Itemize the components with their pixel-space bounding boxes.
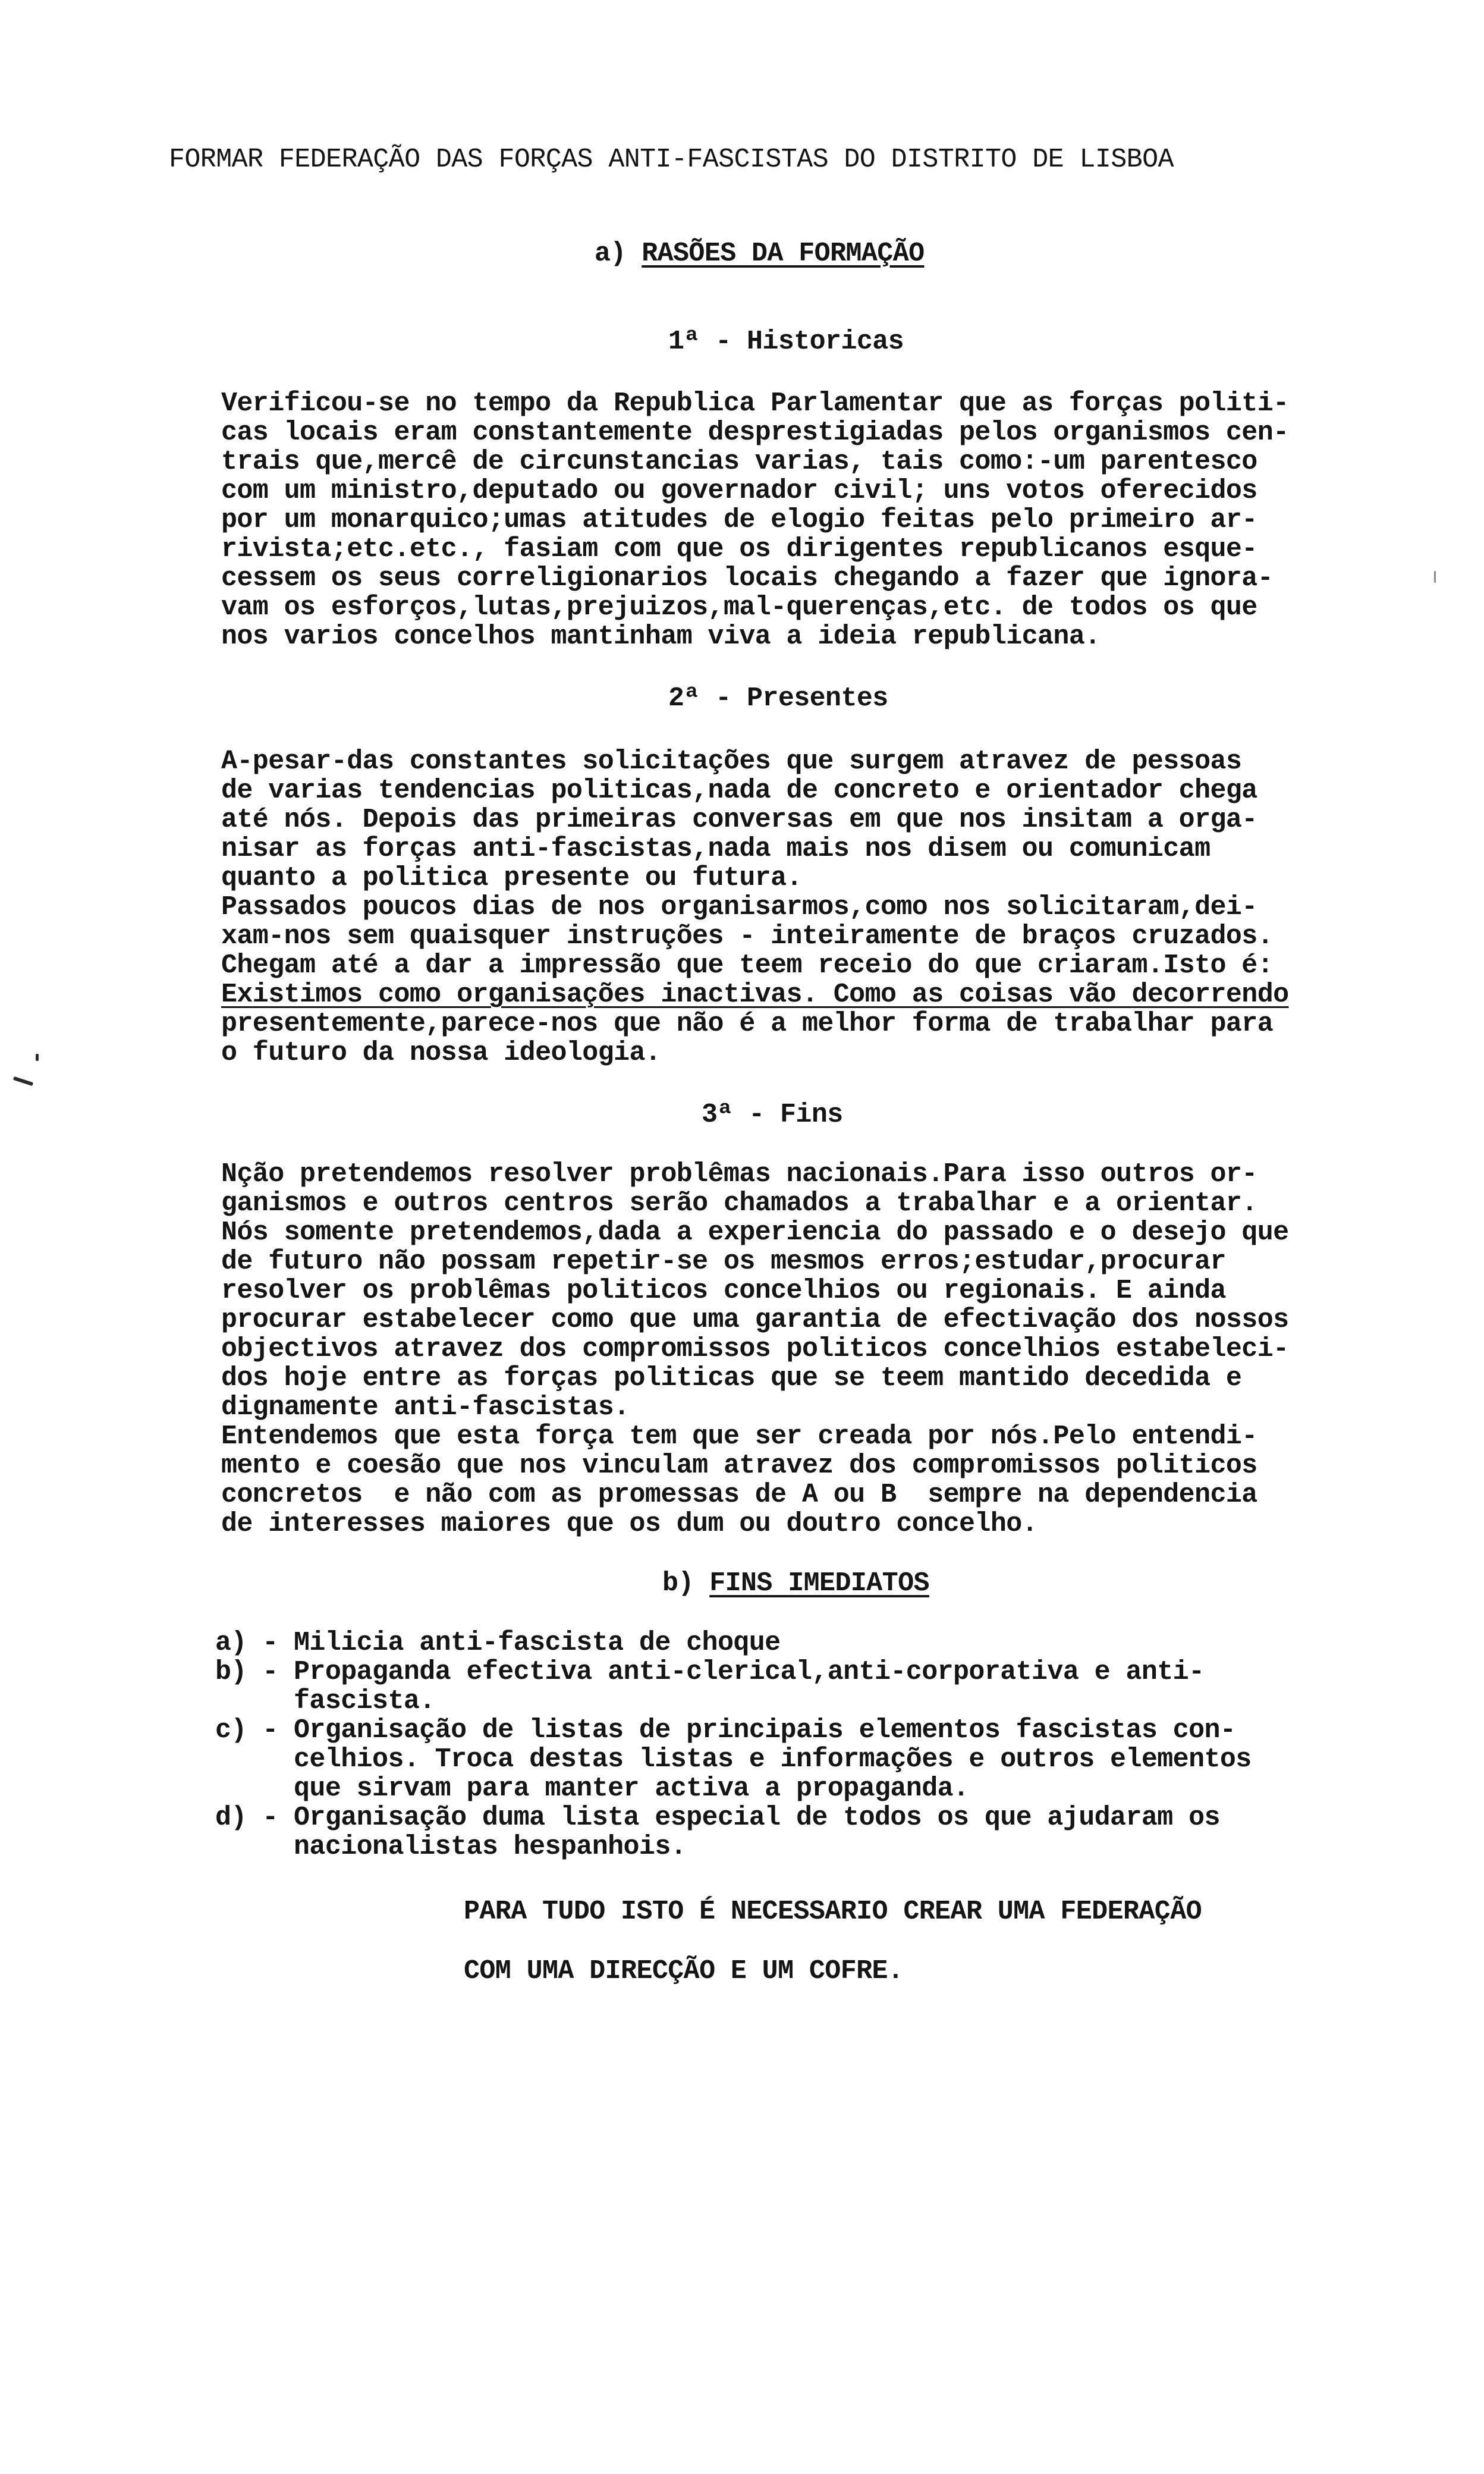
part3-line: Entendemos que esta força tem que ser creada por nós.Pelo entendi-	[221, 1421, 1257, 1452]
list-item: fascista.	[215, 1686, 435, 1716]
part3-line: objectivos atravez dos compromissos politicos concelhios estabeleci-	[221, 1334, 1289, 1364]
part2-line: xam-nos sem quaisquer instruções - inteiramente de braços cruzados.	[221, 921, 1274, 952]
part1-line: cas locais eram constantemente desprestigiadas pelos organismos cen-	[221, 417, 1289, 448]
part1-line: cessem os seus correligionarios locais chegando a fazer que ignora-	[221, 563, 1274, 594]
section-b-prefix: b)	[662, 1568, 710, 1599]
closing-line: COM UMA DIRECÇÃO E UM COFRE.	[464, 1956, 904, 1986]
section-b-title: FINS IMEDIATOS	[709, 1568, 929, 1599]
list-item: d) - Organisação duma lista especial de todos os que ajudaram os	[215, 1803, 1220, 1833]
part1-line: nos varios concelhos mantinham viva a ideia republicana.	[221, 621, 1101, 652]
list-item: nacionalistas hespanhois.	[215, 1832, 687, 1862]
part2-line: Chegam até a dar a impressão que teem receio do que criaram.Isto é:	[221, 950, 1274, 981]
section-a-heading	[595, 239, 925, 269]
part1-line: com um ministro,deputado ou governador civil; uns votos oferecidos	[221, 476, 1257, 506]
part3-line: concretos e não com as promessas de A ou B sempre na dependencia	[221, 1480, 1257, 1510]
part1-line: vam os esforços,lutas,prejuizos,mal-querenças,etc. de todos os que	[221, 592, 1257, 623]
part3-line: ganismos e outros centros serão chamados a trabalhar e a orientar.	[221, 1188, 1257, 1219]
part2-line: de varias tendencias politicas,nada de concreto e orientador chega	[221, 776, 1257, 806]
part1-line: rivista;etc.etc., fasiam com que os dirigentes republicanos esque-	[221, 534, 1257, 564]
part3-line: Nós somente pretendemos,dada a experiencia do passado e o desejo que	[221, 1217, 1289, 1248]
part1-line: Verificou-se no tempo da Republica Parlamentar que as forças politi-	[221, 388, 1289, 419]
part3-line: Nção pretendemos resolver problêmas nacionais.Para isso outros or-	[221, 1159, 1257, 1189]
part2-line: Passados poucos dias de nos organisarmos,como nos solicitaram,dei-	[221, 892, 1257, 922]
part3-line: de futuro não possam repetir-se os mesmos erros;estudar,procurar	[221, 1247, 1226, 1277]
part2-heading: 2ª - Presentes	[668, 683, 888, 714]
list-item: que sirvam para manter activa a propaganda.	[215, 1773, 969, 1804]
part3-line: dignamente anti-fascistas.	[221, 1392, 630, 1423]
part2-line: o futuro da nossa ideologia.	[221, 1038, 661, 1068]
list-item: a) - Milicia anti-fascista de choque	[215, 1628, 781, 1658]
part2-line: quanto a politica presente ou futura.	[221, 863, 802, 893]
section-a-title: RASÕES DA FORMAÇÃO	[642, 238, 925, 269]
list-item: c) - Organisação de listas de principais elementos fascistas con-	[215, 1715, 1236, 1745]
section-a-prefix: a)	[595, 238, 642, 269]
part1-line: trais que,mercê de circunstancias varias, tais como:-um parentesco	[221, 447, 1257, 477]
part3-line: resolver os problêmas politicos concelhios ou regionais. E ainda	[221, 1276, 1226, 1306]
part3-heading: 3ª - Fins	[702, 1100, 843, 1130]
part2-line: A-pesar-das constantes solicitações que surgem atravez de pessoas	[221, 746, 1242, 777]
section-b-heading	[662, 1569, 929, 1599]
part2-line: até nós. Depois das primeiras conversas em que nos insitam a orga-	[221, 805, 1257, 835]
part2-line: nisar as forças anti-fascistas,nada mais nos disem ou comunicam	[221, 834, 1211, 864]
closing-line: PARA TUDO ISTO É NECESSARIO CREAR UMA FEDERAÇÃO	[464, 1897, 1202, 1927]
part1-heading: 1ª - Historicas	[668, 326, 904, 357]
part1-line: por um monarquico;umas atitudes de elogio feitas pelo primeiro ar-	[221, 505, 1257, 535]
stray-mark	[36, 1054, 39, 1061]
stray-mark	[13, 1076, 33, 1086]
stray-mark	[1434, 571, 1436, 583]
document-title: FORMAR FEDERAÇÃO DAS FORÇAS ANTI-FASCISTAS DO DISTRITO DE LISBOA	[169, 145, 1174, 175]
part3-line: procurar estabelecer como que uma garantia de efectivação dos nossos	[221, 1305, 1289, 1335]
list-item: celhios. Troca destas listas e informações e outros elementos	[215, 1744, 1252, 1775]
part3-line: dos hoje entre as forças politicas que se teem mantido decedida e	[221, 1363, 1242, 1393]
part2-line: presentemente,parece-nos que não é a melhor forma de trabalhar para	[221, 1009, 1274, 1039]
part3-line: mento e coesão que nos vinculam atravez dos compromissos politicos	[221, 1451, 1257, 1481]
part2-line: Existimos como organisações inactivas. Como as coisas vão decorrendo	[221, 979, 1289, 1010]
list-item: b) - Propaganda efectiva anti-clerical,anti-corporativa e anti-	[215, 1657, 1205, 1687]
part3-line: de interesses maiores que os dum ou doutro concelho.	[221, 1509, 1038, 1539]
